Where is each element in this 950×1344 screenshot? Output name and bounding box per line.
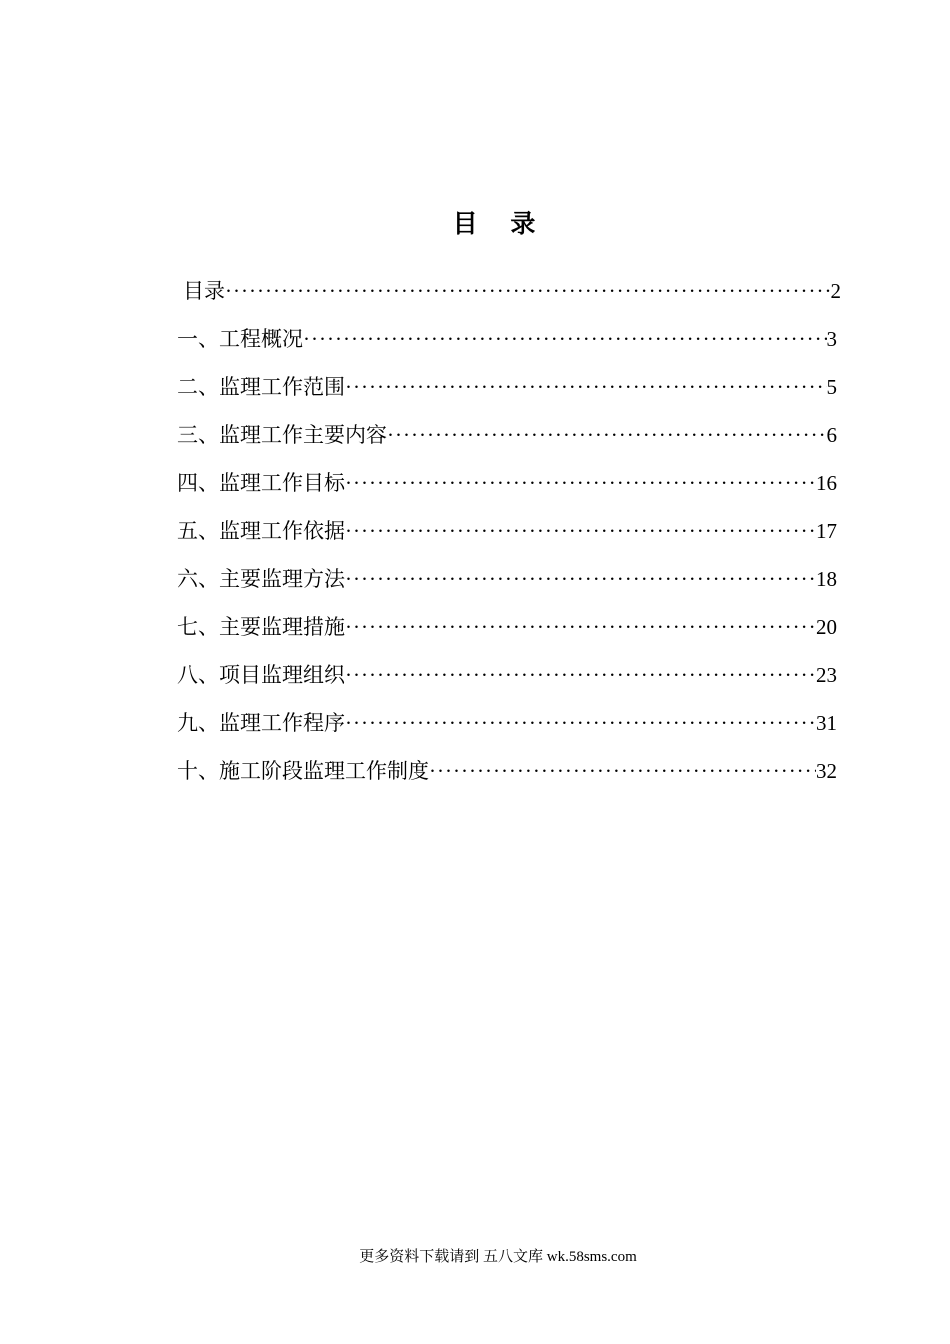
dot-leader (303, 324, 827, 354)
toc-entry-label: 八、项目监理组织 (177, 663, 345, 687)
toc-entry-page: 5 (826, 375, 837, 399)
dot-leader (345, 708, 816, 738)
toc-entry-page: 31 (816, 711, 837, 735)
toc-entry-page: 23 (816, 663, 837, 687)
page-title: 目 录 (452, 209, 548, 238)
dot-leader (387, 420, 827, 450)
dot-leader (225, 276, 831, 306)
toc-entry-page: 20 (816, 615, 837, 639)
toc-entry-6[interactable] (177, 564, 837, 612)
dot-leader (429, 756, 816, 786)
toc-entry-page: 2 (830, 279, 841, 303)
toc-entry-5[interactable] (177, 516, 837, 564)
toc-entry-label: 十、施工阶段监理工作制度 (177, 759, 429, 783)
toc-entry-label: 四、监理工作目标 (177, 471, 345, 495)
toc-entry-page: 3 (826, 327, 837, 351)
toc-entry-contents[interactable] (177, 276, 841, 324)
toc-entry-label: 六、主要监理方法 (177, 567, 345, 591)
toc-entry-label: 九、监理工作程序 (177, 711, 345, 735)
toc-entry-label: 三、监理工作主要内容 (177, 423, 387, 447)
toc-entry-7[interactable] (177, 612, 837, 660)
toc-entry-9[interactable] (177, 708, 837, 756)
footer-note: 更多资料下载请到 五八文库 wk.58sms.com (359, 1249, 637, 1265)
toc-entry-3[interactable] (177, 420, 837, 468)
toc-entry-page: 6 (826, 423, 837, 447)
toc-entry-page: 17 (816, 519, 837, 543)
toc-entry-page: 32 (816, 759, 837, 783)
table-of-contents (177, 276, 841, 804)
toc-entry-label: 一、工程概况 (177, 327, 303, 351)
toc-entry-10[interactable] (177, 756, 837, 804)
dot-leader (345, 372, 827, 402)
toc-entry-1[interactable] (177, 324, 837, 372)
dot-leader (345, 468, 816, 498)
toc-entry-4[interactable] (177, 468, 837, 516)
toc-entry-8[interactable] (177, 660, 837, 708)
toc-entry-2[interactable] (177, 372, 837, 420)
dot-leader (345, 612, 816, 642)
dot-leader (345, 516, 816, 546)
dot-leader (345, 564, 816, 594)
toc-entry-page: 16 (816, 471, 837, 495)
toc-entry-label: 五、监理工作依据 (177, 519, 345, 543)
toc-entry-page: 18 (816, 567, 837, 591)
toc-entry-label: 二、监理工作范围 (177, 375, 345, 399)
toc-entry-label: 七、主要监理措施 (177, 615, 345, 639)
dot-leader (345, 660, 816, 690)
toc-entry-label: 目录 (183, 279, 225, 303)
